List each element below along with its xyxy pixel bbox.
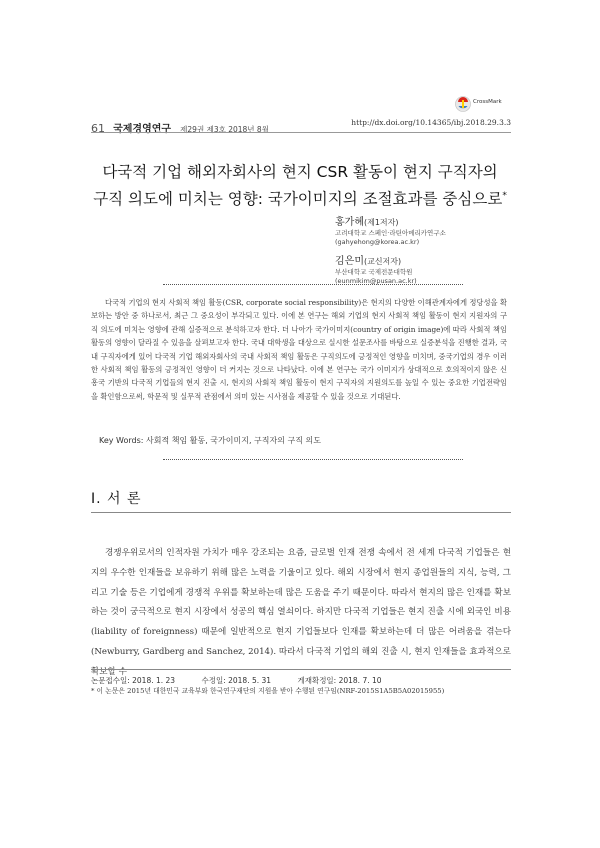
body-paragraph <box>91 544 511 683</box>
crossmark-label: CrossMark <box>473 99 502 105</box>
title-line-2: 구직 의도에 미치는 영향: 국가이미지의 조절효과를 중심으로* <box>93 190 507 209</box>
author-role: (제1저자) <box>363 218 399 227</box>
paper-title <box>60 160 540 211</box>
author-affiliation: 부산대학교 국제전문대학원 <box>335 268 413 276</box>
doi-link[interactable]: http://dx.doi.org/10.14365/ibj.2018.29.3.3 <box>351 118 511 127</box>
author-email[interactable]: (gahyehong@korea.ac.kr) <box>335 238 420 246</box>
keywords <box>99 435 499 446</box>
author-affiliation: 고려대학교 스페인·라틴아메리카연구소 <box>335 229 446 237</box>
title-line-1: 다국적 기업 해외자회사의 현지 CSR 활동이 현지 구직자의 <box>102 163 498 181</box>
running-header <box>91 117 511 135</box>
page-number: 61 <box>91 122 105 135</box>
publication-dates <box>91 675 511 686</box>
footnote <box>91 675 511 697</box>
journal-volume: 제29권 제3호 2018년 8월 <box>180 125 269 134</box>
keywords-value: 사회적 책임 활동, 국가이미지, 구직자의 구직 의도 <box>146 436 321 445</box>
revised-date: 수정일: 2018. 5. 31 <box>201 676 272 685</box>
body-text: 경쟁우위로서의 인적자원 가치가 매우 강조되는 요즘, 글로벌 인재 전쟁 속에서 전 세계 다국적 기업들은 현지의 우수한 인재들을 보유하기 위해 많은 노력을 기울이고 있다. 해외 시장에서 현지 종업원들의 지식, 능력, 그리고 기술 등은 기업에게 경쟁적 우위를 확보하는데 많은 도움을 주기 때문이다. 따라서 현지의 많은 인재를 확보하는 것이 궁극적으로 현지 시장에서 성공의 핵심 열쇠이다. 하지만 다국적 기업들은 현지 진출 시에 외국인 비용(liability of foreignness) 때문에 일반적으로 현지 기업들보다 인재를 확보하는데 더 많은 어려움을 겪는다(Newburry, Gardberg and Sanchez, 2014). 따라서 다국적 기업의 해외 진출 시, 현지 인재들을 효과적으로 확보할 수 <box>91 548 511 677</box>
author-block <box>335 249 535 286</box>
author-name: 홍가혜 <box>335 217 364 228</box>
abstract <box>91 296 507 403</box>
abstract-top-divider <box>163 284 463 285</box>
header-divider <box>91 132 511 133</box>
author-name: 김은미 <box>335 256 364 267</box>
crossmark-icon <box>455 96 471 112</box>
footnote-divider <box>91 669 511 670</box>
keywords-label: Key Words: <box>99 436 144 445</box>
abstract-text: 다국적 기업의 현지 사회적 책임 활동(CSR, corporate social responsibility)은 현지의 다양한 이해관계자에게 정당성을 확보하는 방안 중 하나로서, 최근 그 중요성이 부각되고 있다. 이에 본 연구는 해외 기업의 현지 사회적 책임 활동이 현지 지원자의 구직 의도에 미치는 영향에 관해 실증적으로 분석하고자 한다. 더 나아가 국가이미지(country of origin image)에 따라 사회적 책임 활동의 영향이 달라질 수 있음을 살펴보고자 한다. 국내 대학생을 대상으로 실시한 설문조사를 바탕으로 실증분석을 진행한 결과, 국내 구직자에게 있어 다국적 기업 해외자회사의 국내 사회적 책임 활동은 구직의도에 긍정적인 영향을 미치며, 중국기업의 경우 이러한 사회적 책임 활동의 긍정적인 영향이 더 커지는 것으로 나타났다. 이에 본 연구는 국가 이미지가 상대적으로 호의적이지 않은 신흥국 기반의 다국적 기업들의 현지 진출 시, 현지의 사회적 책임 활동이 현지 구직자의 지원의도를 높일 수 있는 중요한 기업전략임을 확인함으로써, 학문적 및 실무적 관점에서 의미 있는 시사점을 제공할 수 있을 것으로 기대된다. <box>91 298 507 401</box>
funding-note: * 이 논문은 2015년 대한민국 교육부와 한국연구재단의 지원을 받아 수행된 연구임(NRF-2015S1A5B5A02015955) <box>91 687 445 695</box>
title-footnote-marker: * <box>502 191 507 201</box>
accepted-date: 게재확정일: 2018. 7. 10 <box>297 676 382 685</box>
author-email[interactable]: (eunmikim@pusan.ac.kr) <box>335 277 417 285</box>
abstract-bottom-divider <box>163 459 463 460</box>
author-role: (교신저자) <box>363 257 402 266</box>
journal-name: 국제경영연구 <box>113 124 172 135</box>
section-divider <box>91 512 511 513</box>
author-block <box>335 210 535 247</box>
crossmark-badge[interactable] <box>455 96 515 112</box>
submitted-date: 논문접수일: 2018. 1. 23 <box>91 676 176 685</box>
section-heading: Ⅰ. 서 론 <box>91 491 142 507</box>
